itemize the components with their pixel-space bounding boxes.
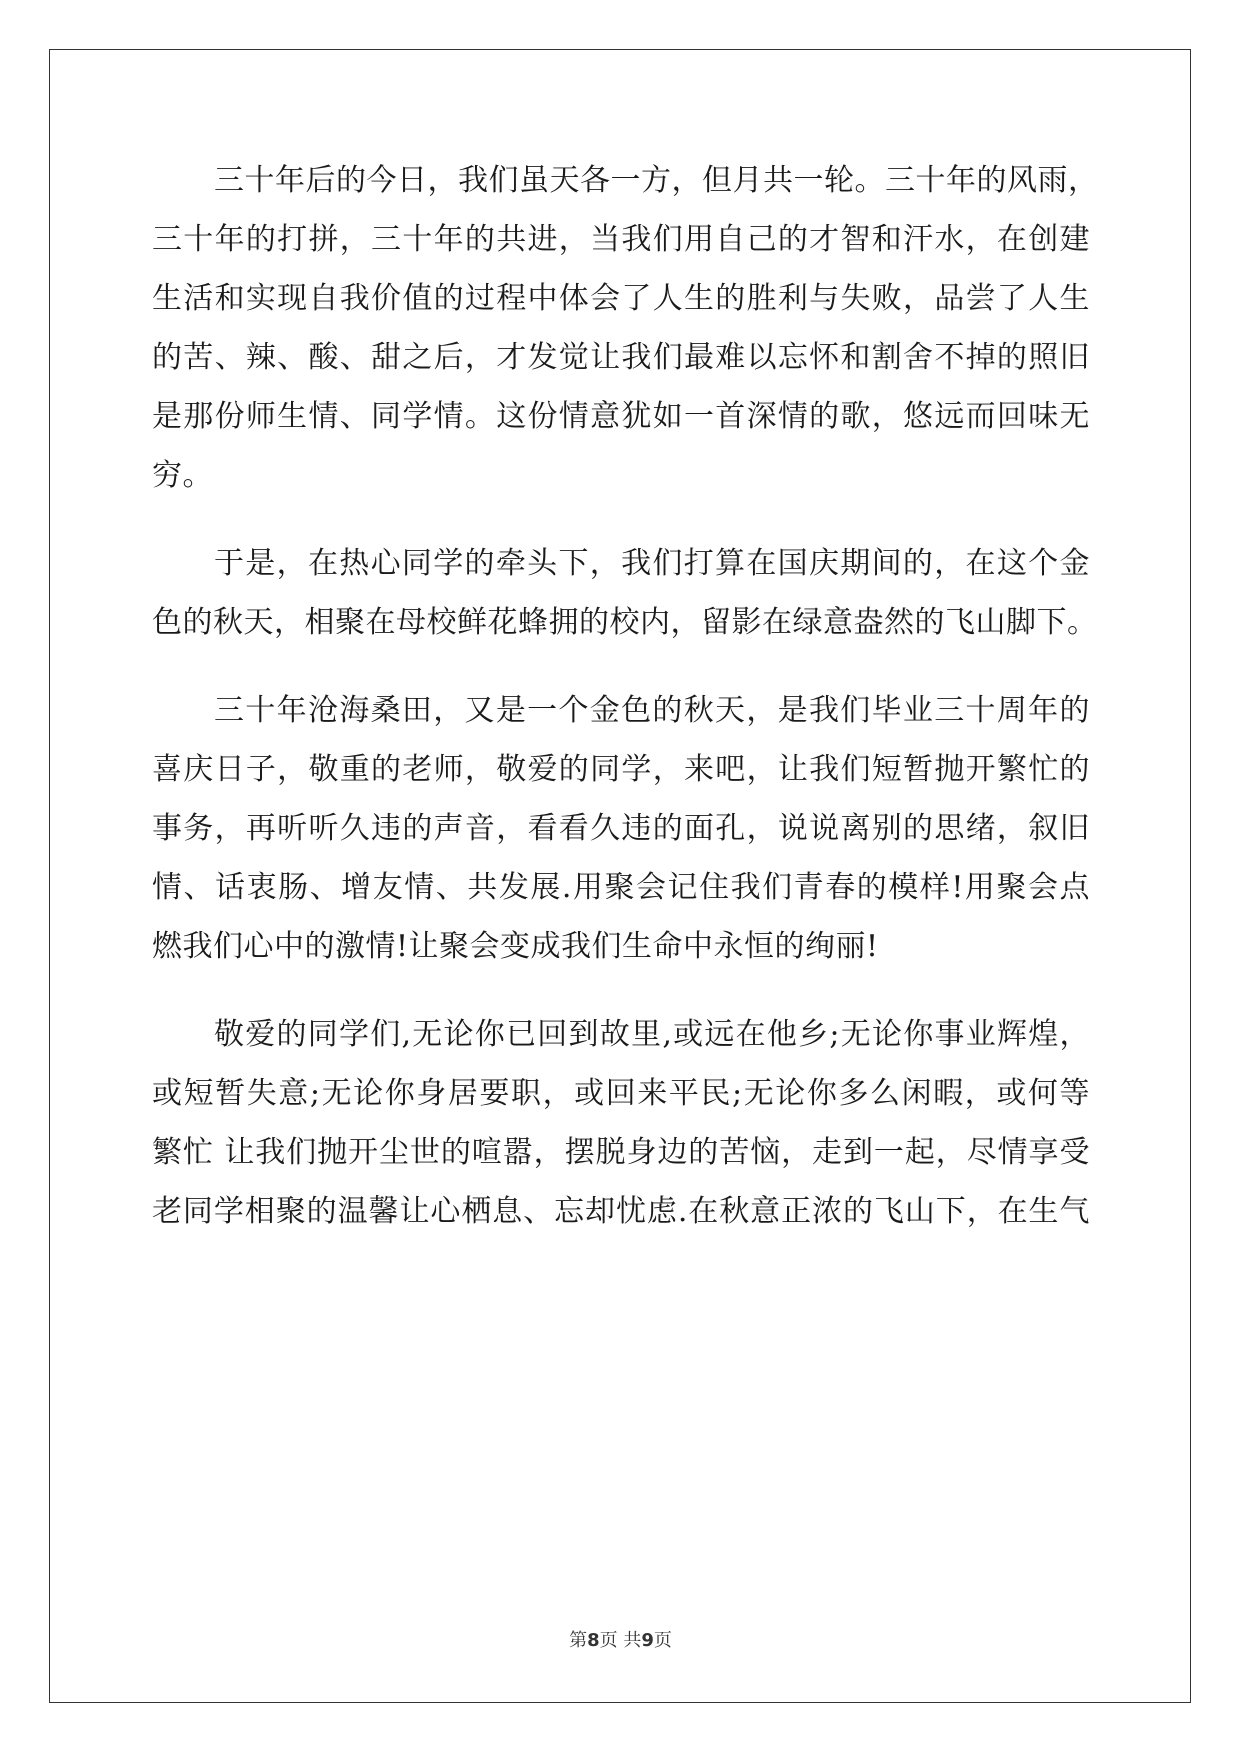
text-line: 事务，再听听久违的声音，看看久违的面孔，说说离别的思绪，叙旧 [152,811,1090,846]
text-line: 三十年沧海桑田，又是一个金色的秋天，是我们毕业三十周年的 [214,693,1090,728]
text-line: 繁忙 让我们抛开尘世的喧嚣，摆脱身边的苦恼，走到一起，尽情享受 [152,1135,1090,1170]
text-line: 老同学相聚的温馨让心栖息、忘却忧虑.在秋意正浓的飞山下，在生气 [152,1194,1090,1229]
text-line: 情、话衷肠、增友情、共发展.用聚会记住我们青春的模样!用聚会点 [152,870,1090,905]
current-page-number: 8 [587,1630,600,1651]
total-page-count: 9 [641,1630,654,1651]
text-line: 生活和实现自我价值的过程中体会了人生的胜利与失败，品尝了人生 [152,281,1090,316]
text-line: 三十年后的今日，我们虽天各一方，但月共一轮。三十年的风雨， [214,163,1099,198]
text-line: 或短暂失意;无论你身居要职，或回来平民;无论你多么闲暇，或何等 [152,1076,1090,1111]
text-line: 三十年的打拼，三十年的共进，当我们用自己的才智和汗水，在创建 [152,222,1090,257]
text-line: 穷。 [152,458,213,493]
footer-prefix: 第 [569,1630,588,1651]
text-line: 的苦、辣、酸、甜之后，才发觉让我们最难以忘怀和割舍不掉的照旧 [152,340,1090,375]
page-footer [0,1626,1241,1652]
text-line: 敬爱的同学们,无论你已回到故里,或远在他乡;无论你事业辉煌， [214,1017,1090,1052]
text-line: 色的秋天，相聚在母校鲜花蜂拥的校内，留影在绿意盎然的飞山脚下。 [152,605,1098,640]
document-body [152,151,1099,1241]
footer-middle: 页 共 [599,1630,642,1651]
text-line: 是那份师生情、同学情。这份情意犹如一首深情的歌，悠远而回味无 [152,399,1090,434]
text-line: 喜庆日子，敬重的老师，敬爱的同学，来吧，让我们短暂抛开繁忙的 [152,752,1090,787]
text-line: 于是，在热心同学的牵头下，我们打算在国庆期间的，在这个金 [214,546,1090,581]
text-line: 燃我们心中的激情!让聚会变成我们生命中永恒的绚丽! [152,929,879,964]
footer-suffix: 页 [653,1630,672,1651]
